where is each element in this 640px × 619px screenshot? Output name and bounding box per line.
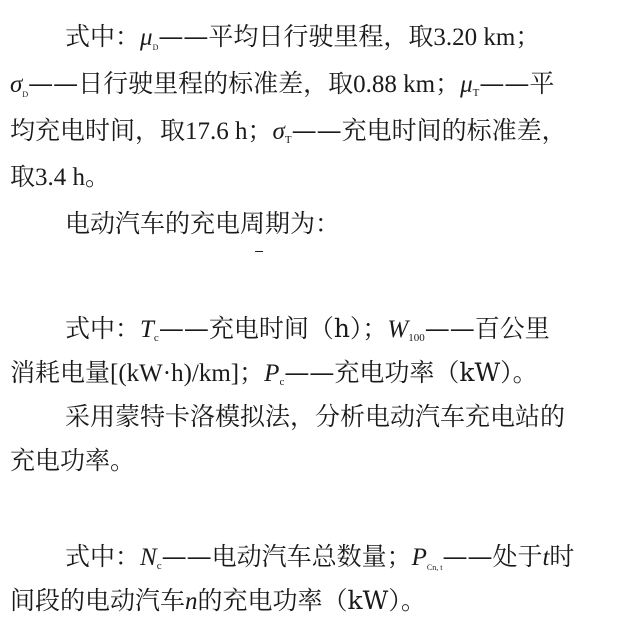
- text: 平: [529, 69, 555, 98]
- text: 式中：: [65, 22, 141, 51]
- symbol-sigma: σ: [10, 71, 23, 98]
- subscript: c: [279, 376, 285, 388]
- definition-line-nc: [65, 542, 574, 583]
- text: 处于: [492, 542, 543, 571]
- denominator: [255, 252, 263, 253]
- dash: ——: [442, 542, 493, 571]
- symbol-n: n: [185, 588, 198, 615]
- dash: ——: [161, 542, 212, 571]
- dash: ——: [291, 116, 342, 145]
- definition-line-end: [10, 162, 110, 193]
- dash: ——: [158, 22, 209, 51]
- equation-7: [250, 470, 410, 550]
- dash: ——: [284, 358, 335, 387]
- subscript: c: [153, 332, 159, 344]
- value: 17.6 h: [185, 118, 248, 145]
- text: ；: [515, 22, 541, 51]
- text: 式中：: [65, 542, 141, 571]
- text: 平均日行驶里程，取: [208, 22, 434, 51]
- symbol-t: t: [542, 544, 550, 571]
- text: 电动汽车的充电周期为：: [65, 209, 341, 238]
- text: 式中：: [65, 314, 141, 343]
- subscript: Cn, t: [426, 563, 443, 572]
- subscript: T: [284, 134, 292, 146]
- subscript: 100: [408, 332, 425, 344]
- text: 充电功率（kW）。: [334, 358, 538, 387]
- subscript: D: [22, 90, 29, 99]
- text: 的充电功率（kW）。: [197, 586, 426, 615]
- symbol-mu: μ: [140, 24, 153, 51]
- unit: [(kW·h)/km]: [110, 360, 240, 387]
- symbol-w: W: [387, 316, 409, 343]
- text: 间段的电动汽车: [10, 586, 186, 615]
- text: 消耗电量: [10, 358, 111, 387]
- symbol-mu: μ: [460, 71, 473, 98]
- subscript: c: [156, 560, 162, 572]
- text: 充电时间的标准差，: [341, 116, 567, 145]
- value: 3.4 h: [35, 164, 86, 191]
- definition-line-mu-d: [65, 22, 540, 63]
- text: 。: [85, 162, 111, 191]
- text: ；: [247, 116, 273, 145]
- text: 充电时间（h）；: [208, 314, 388, 343]
- definition-line-sigma-t: [10, 116, 567, 155]
- value: 3.20 km: [433, 24, 516, 51]
- symbol-p: P: [264, 360, 280, 387]
- text: 均充电时间，取: [10, 116, 186, 145]
- text: 取: [10, 162, 36, 191]
- text: 时: [549, 542, 575, 571]
- text: ；: [435, 69, 461, 98]
- text: 充电功率。: [10, 446, 136, 475]
- dash: ——: [479, 69, 530, 98]
- symbol-p: P: [411, 544, 427, 571]
- symbol-sigma: σ: [272, 118, 285, 145]
- paragraph-monte-carlo-line1: [65, 402, 565, 432]
- paragraph-monte-carlo-line2: [10, 446, 135, 476]
- definition-line-tc: [65, 314, 550, 353]
- paragraph-charging-cycle: [65, 209, 340, 239]
- dash: ——: [28, 69, 79, 98]
- definition-line-pc: [10, 358, 538, 397]
- text: 采用蒙特卡洛模拟法，分析电动汽车充电站的: [65, 402, 566, 431]
- symbol-n: N: [140, 544, 157, 571]
- fraction: [255, 250, 263, 253]
- text: ；: [239, 358, 265, 387]
- text: 日行驶里程的标准差，取: [78, 69, 354, 98]
- symbol-t: T: [140, 316, 154, 343]
- dash: ——: [158, 314, 209, 343]
- definition-line-sigma-d: [10, 69, 554, 110]
- subscript: T: [472, 87, 480, 99]
- value: 0.88 km: [353, 71, 436, 98]
- equation-6: [255, 236, 263, 272]
- text: 百公里: [474, 314, 550, 343]
- subscript: D: [152, 43, 159, 52]
- text: 电动汽车总数量；: [211, 542, 412, 571]
- definition-line-pcnt: [10, 586, 426, 617]
- dash: ——: [424, 314, 475, 343]
